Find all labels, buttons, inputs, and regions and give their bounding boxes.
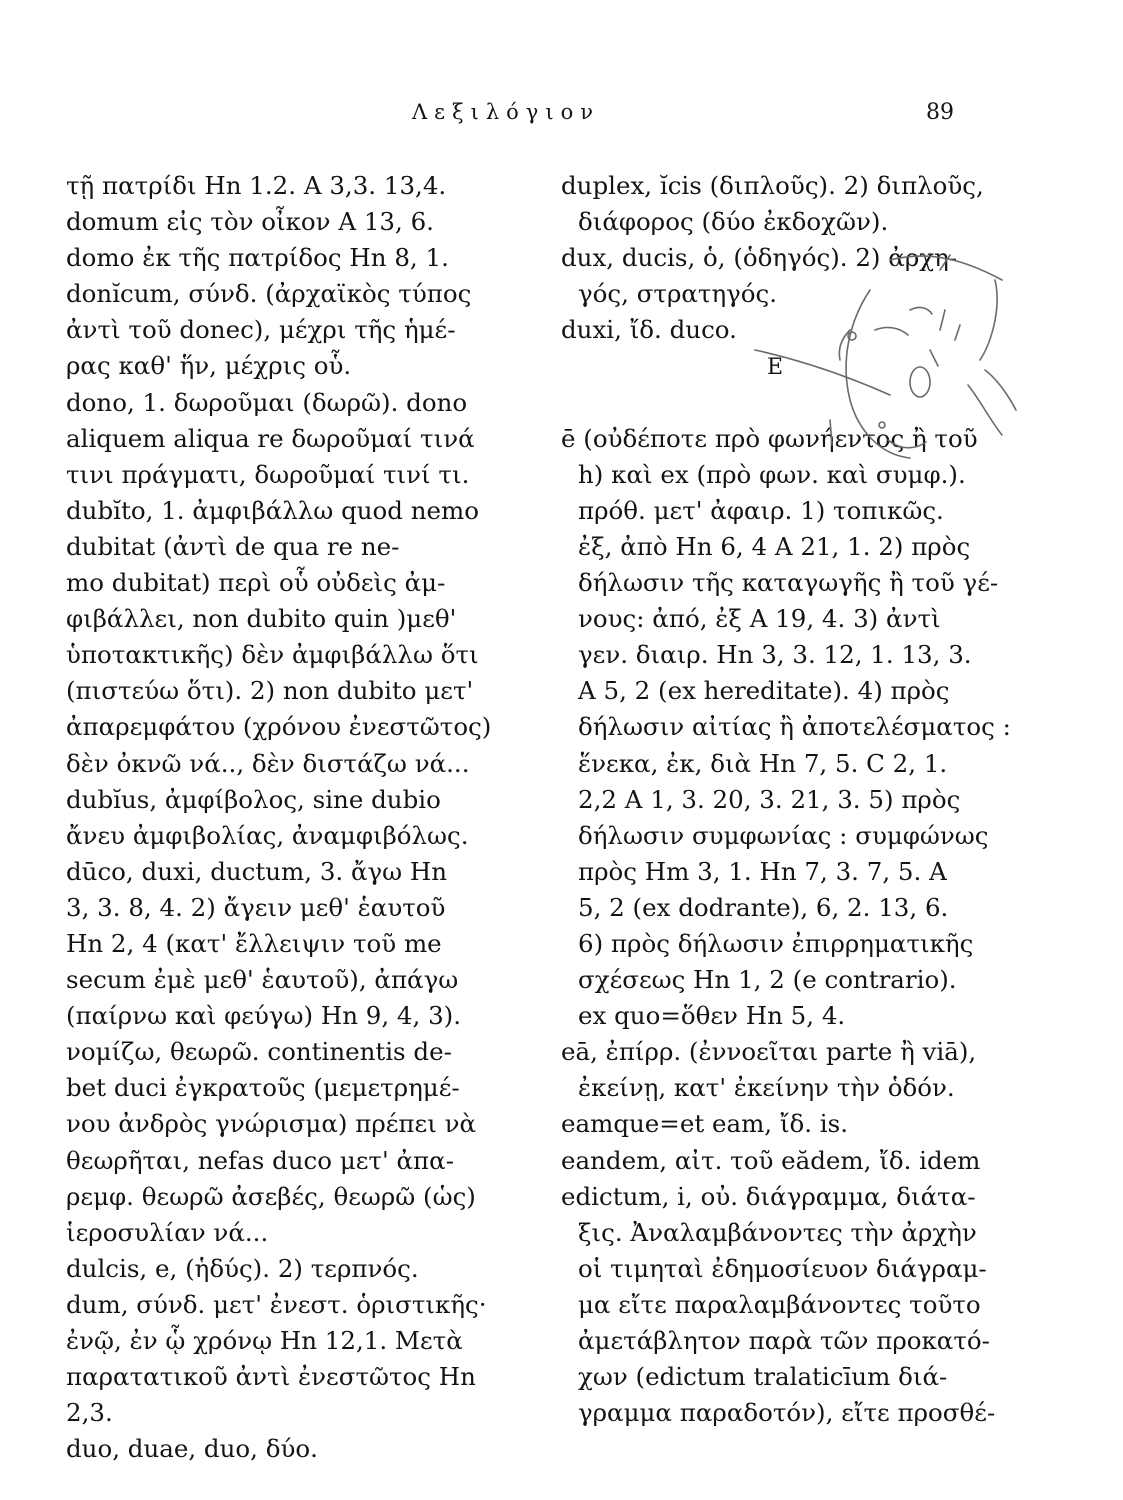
entry-continuation-line: νομίζω, θεωρῶ. continentis de- <box>66 1037 452 1067</box>
section-letter: E <box>767 355 784 381</box>
entry-continuation-line: ἐκείνῃ, κατ' ἐκείνην τὴν ὁδόν. <box>578 1073 955 1103</box>
entry-headword-line: eamque=et eam, ἴδ. is. <box>561 1109 849 1139</box>
entry-headword-line: eā, ἐπίρρ. (ἐννοεῖται parte ἢ viā), <box>561 1037 977 1067</box>
entry-continuation-line: νου ἀνδρὸς γνώρισμα) πρέπει νὰ <box>66 1109 477 1139</box>
entry-continuation-line: ἀπαρεμφάτου (χρόνου ἐνεστῶτος) <box>66 712 492 742</box>
entry-continuation-line: Hn 2, 4 (κατ' ἔλλειψιν τοῦ me <box>66 928 442 958</box>
entry-headword-line: dono, 1. δωροῦμαι (δωρῶ). dono <box>66 387 468 417</box>
entry-continuation-line: (παίρνω καὶ φεύγω) Hn 9, 4, 3). <box>66 1001 462 1031</box>
entry-continuation-line: 5, 2 (ex dodrante), 6, 2. 13, 6. <box>578 892 949 922</box>
entry-continuation-line: θεωρῆται, nefas duco μετ' ἀπα- <box>66 1145 454 1175</box>
entry-continuation-line: domum εἰς τὸν οἶκον A 13, 6. <box>66 207 434 237</box>
entry-headword-line: dubĭus, ἀμφίβολος, sine dubio <box>66 784 441 814</box>
entry-continuation-line: διάφορος (δύο ἐκδοχῶν). <box>578 207 889 237</box>
entry-continuation-line: aliquem aliqua re δωροῦμαί τινά <box>66 423 475 453</box>
entry-headword-line: ē (οὐδέποτε πρὸ φωνήεντος ἢ τοῦ <box>561 423 978 453</box>
entry-continuation-line: πρὸς Hm 3, 1. Hn 7, 3. 7, 5. A <box>578 856 947 886</box>
entry-continuation-line: (πιστεύω ὅτι). 2) non dubito μετ' <box>66 676 474 706</box>
entry-continuation-line: ex quo=ὅθεν Hn 5, 4. <box>578 1001 846 1031</box>
entry-continuation-line: σχέσεως Hn 1, 2 (e contrario). <box>578 965 957 995</box>
entry-continuation-line: γός, στρατηγός. <box>578 279 778 309</box>
entry-headword-line: dux, ducis, ὁ, (ὁδηγός). 2) ἀρχη- <box>561 243 958 273</box>
pencil-face-doodle <box>740 250 1123 460</box>
entry-continuation-line: δήλωσιν αἰτίας ἢ ἀποτελέσματος : <box>578 712 1011 742</box>
entry-continuation-line: ἀμετάβλητον παρὰ τῶν προκατό- <box>578 1326 990 1355</box>
entry-headword-line: duxi, ἴδ. duco. <box>561 315 737 345</box>
entry-continuation-line: secum ἐμὲ μεθ' ἑαυτοῦ), ἀπάγω <box>66 965 459 995</box>
entry-continuation-line: ὑποτακτικῆς) δὲν ἀμφιβάλλω ὅτι <box>66 640 479 670</box>
entry-continuation-line: ἐξ, ἀπὸ Hn 6, 4 A 21, 1. 2) πρὸς <box>578 531 971 561</box>
entry-continuation-line: γραμμα παραδοτόν), εἴτε προσθέ- <box>578 1398 996 1428</box>
entry-continuation-line: mo dubitat) περὶ οὗ οὐδεὶς ἀμ- <box>66 568 446 598</box>
entry-continuation-line: 6) πρὸς δήλωσιν ἐπιρρηματικῆς <box>578 928 974 958</box>
entry-continuation-line: φιβάλλει, non dubito quin )μεθ' <box>66 604 457 634</box>
entry-continuation-line: domo ἐκ τῆς πατρίδος Hn 8, 1. <box>66 243 449 273</box>
entry-continuation-line: A 5, 2 (ex hereditate). 4) πρὸς <box>578 676 950 706</box>
entry-continuation-line: μα εἴτε παραλαμβάνοντες τοῦτο <box>578 1289 981 1319</box>
entry-continuation-line: ἄνευ ἀμφιβολίας, ἀναμφιβόλως. <box>66 820 469 850</box>
entry-continuation-line: 2,2 A 1, 3. 20, 3. 21, 3. 5) πρὸς <box>578 784 961 814</box>
entry-headword-line: duo, duae, duo, δύο. <box>66 1434 318 1464</box>
entry-headword-line: duplex, ĭcis (διπλοῦς). 2) διπλοῦς, <box>561 171 984 200</box>
right-column-bottom-entries <box>561 421 1021 1432</box>
entry-headword-line: eandem, αἰτ. τοῦ eădem, ἴδ. idem <box>561 1145 981 1175</box>
entry-continuation-line: νους: ἀπό, ἐξ A 19, 4. 3) ἀντὶ <box>578 604 941 634</box>
entry-continuation-line: ἱεροσυλίαν νά... <box>66 1217 269 1247</box>
left-column <box>66 168 550 1467</box>
entry-continuation-line: ἕνεκα, ἐκ, διὰ Hn 7, 5. C 2, 1. <box>578 748 948 778</box>
entry-headword-line: donĭcum, σύνδ. (ἀρχαϊκὸς τύπος <box>66 279 472 309</box>
page-number: 89 <box>926 100 954 125</box>
entry-headword-line: dulcis, e, (ἡδύς). 2) τερπνός. <box>66 1253 419 1283</box>
entry-continuation-line: χων (edictum tralaticīum διά- <box>578 1362 948 1392</box>
entry-continuation-line: τῇ πατρίδι Hn 1.2. A 3,3. 13,4. <box>66 171 447 200</box>
entry-continuation-line: ρεμφ. θεωρῶ ἀσεβές, θεωρῶ (ὡς) <box>66 1181 476 1211</box>
entry-headword-line: dūco, duxi, ductum, 3. ἄγω Hn <box>66 856 448 886</box>
entry-continuation-line: h) καὶ ex (πρὸ φων. καὶ συμφ.). <box>578 459 966 489</box>
entry-continuation-line: 3, 3. 8, 4. 2) ἄγειν μεθ' ἑαυτοῦ <box>66 892 446 922</box>
entry-headword-line: dubĭto, 1. ἀμφιβάλλω quod nemo <box>66 495 480 525</box>
entry-continuation-line: δήλωσιν συμφωνίας : συμφώνως <box>578 820 989 850</box>
entry-continuation-line: ρας καθ' ἥν, μέχρις οὗ. <box>66 351 352 381</box>
entry-continuation-line: dubitat (ἀντὶ de qua re ne- <box>66 531 400 561</box>
entry-continuation-line: ἀντὶ τοῦ donec), μέχρι τῆς ἡμέ- <box>66 315 456 345</box>
entry-continuation-line: οἱ τιμηταὶ ἐδημοσίευον διάγραμ- <box>578 1253 987 1283</box>
entry-headword-line: edictum, i, οὐ. διάγραμμα, διάτα- <box>561 1181 976 1211</box>
entry-continuation-line: ἐνῷ, ἐν ᾧ χρόνῳ Hn 12,1. Μετὰ <box>66 1326 463 1355</box>
entry-continuation-line: παρατατικοῦ ἀντὶ ἐνεστῶτος Hn <box>66 1362 476 1392</box>
entry-continuation-line: τινι πράγματι, δωροῦμαί τινί τι. <box>66 459 470 489</box>
entry-continuation-line: δὲν ὀκνῶ νά.., δὲν διστάζω νά... <box>66 748 470 778</box>
entry-continuation-line: bet duci ἐγκρατοῦς (μεμετρημέ- <box>66 1073 460 1103</box>
entry-continuation-line: πρόθ. μετ' ἀφαιρ. 1) τοπικῶς. <box>578 495 944 525</box>
running-header: Λεξιλόγιον <box>412 100 600 124</box>
entry-headword-line: dum, σύνδ. μετ' ἐνεστ. ὁριστικῆς· <box>66 1289 487 1319</box>
entry-continuation-line: 2,3. <box>66 1398 113 1428</box>
entry-continuation-line: ξις. Ἀναλαμβάνοντες τὴν ἀρχὴν <box>578 1217 977 1247</box>
entry-continuation-line: γεν. διαιρ. Hn 3, 3. 12, 1. 13, 3. <box>578 640 972 670</box>
entry-continuation-line: δήλωσιν τῆς καταγωγῆς ἢ τοῦ γέ- <box>578 568 999 598</box>
